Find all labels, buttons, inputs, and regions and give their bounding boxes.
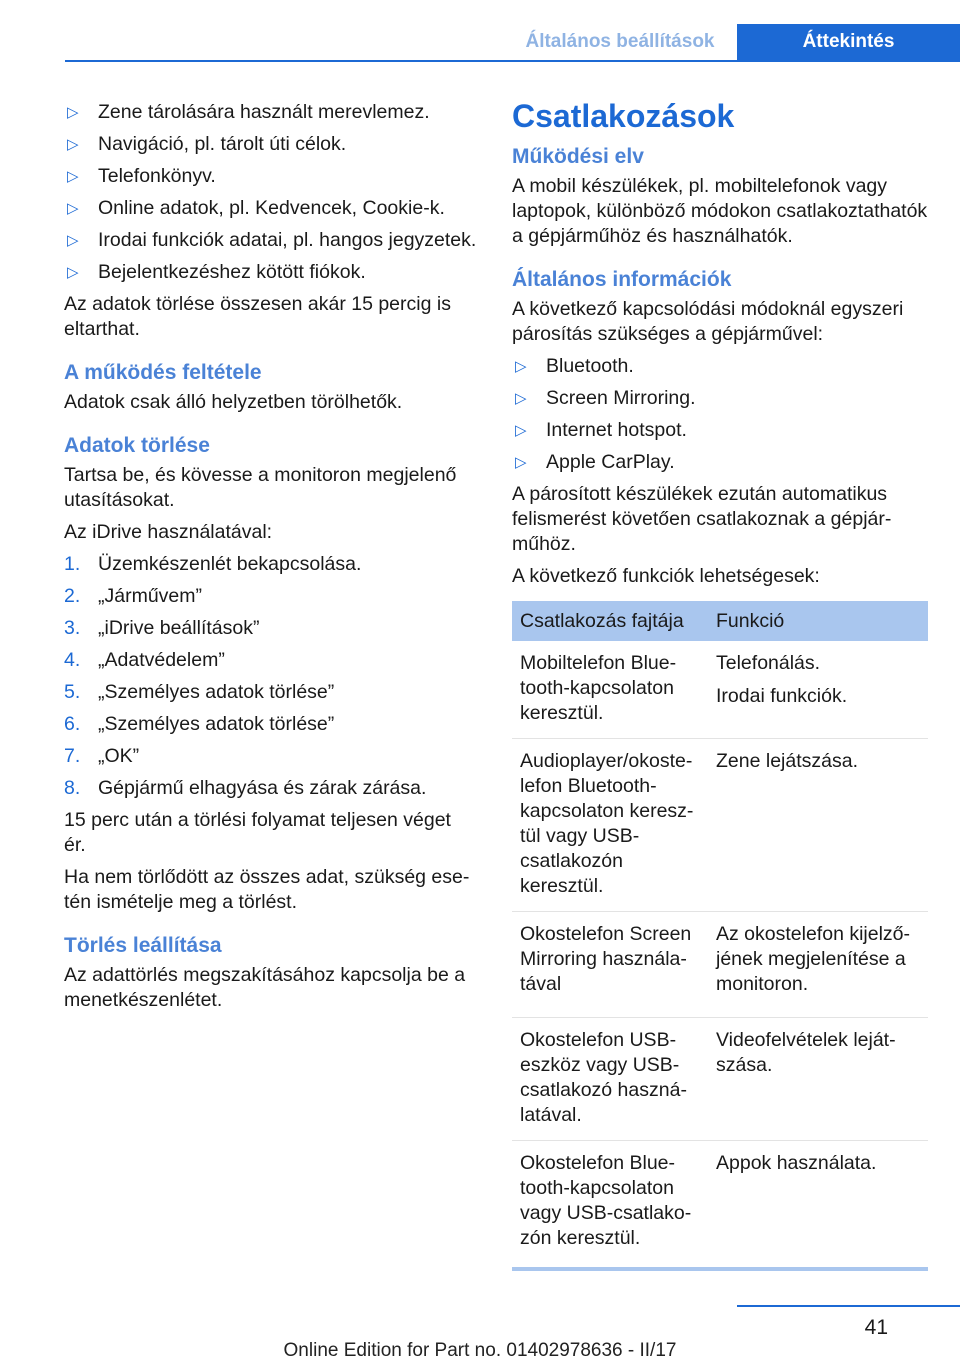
table-cell: Appok használata. — [708, 1141, 928, 1270]
page-number-rule — [737, 1305, 960, 1307]
table-cell: Telefonálás. Irodai funkciók. — [708, 641, 928, 739]
step-item: 8. Gépjármű elhagyása és zárak zárása. — [64, 777, 427, 799]
steps-list — [64, 552, 478, 801]
triangle-bullet-icon: ▷ — [67, 136, 79, 153]
page-title: Csatlakozások — [512, 98, 735, 134]
table-cell: Okostelefon Bluetooth-kapcsolaton vagy USB-csatlakozón keresztül. — [512, 1141, 708, 1270]
cancel-paragraph: Az adattörlés megszakításához kapcsolja be a menetkészenlétet. — [64, 964, 466, 1011]
condition-paragraph: Adatok csak álló helyzetben törölhetők. — [64, 391, 403, 413]
delete-paragraph: Tartsa be, és kövesse a monitoron megjelenő utasításokat. — [64, 464, 457, 511]
column-header: Csatlakozás fajtája — [512, 601, 708, 641]
connection-table — [512, 601, 928, 1271]
principle-heading: Működési elv — [512, 145, 644, 168]
bullet-list-data-types — [64, 100, 478, 285]
list-item: ▷ Internet hotspot. — [515, 419, 687, 441]
list-item: ▷ Online adatok, pl. Kedvencek, Cookie-k. — [67, 197, 445, 219]
idrive-paragraph: Az iDrive használatával: — [64, 521, 273, 543]
list-item: ▷ Zene tárolására használt merevlemez. — [67, 101, 430, 123]
table-row — [512, 641, 928, 739]
paired-paragraph: A párosított készülékek ezután automatikus felismerést követően csatlakoznak a gépjárműhöz. — [512, 483, 892, 555]
table-row — [512, 912, 928, 1018]
right-column — [512, 100, 928, 1271]
column-header: Funkció — [708, 601, 928, 641]
triangle-bullet-icon: ▷ — [67, 232, 79, 249]
table-cell: Mobiltelefon Bluetooth-kapcsolaton keresztül. — [512, 641, 708, 739]
triangle-bullet-icon: ▷ — [67, 200, 79, 217]
duration-paragraph: Az adatok törlése összesen akár 15 percig is eltarthat. — [64, 293, 451, 340]
bullet-list-pairing — [512, 354, 928, 475]
step-item: 4. „Adatvédelem” — [64, 649, 225, 671]
table-cell: Zene lejátszása. — [708, 739, 928, 912]
step-item: 1. Üzemkészenlét bekapcsolása. — [64, 553, 362, 575]
principle-paragraph: A mobil készülékek, pl. mobiltelefonok vagy laptopok, különböző módokon csatlakoztathatók a gépjárműhöz és használhatók. — [512, 175, 928, 247]
table-row — [512, 1141, 928, 1270]
left-column — [64, 100, 478, 1020]
header-rule — [65, 60, 960, 62]
table-cell: Okostelefon Screen Mirroring használatával — [512, 912, 708, 1018]
edition-footer: Online Edition for Part no. 01402978636 - II/17 — [283, 1340, 677, 1361]
triangle-bullet-icon: ▷ — [67, 168, 79, 185]
table-cell: Videofelvételek lejátszása. — [708, 1018, 928, 1141]
retry-paragraph: Ha nem törlődött az összes adat, szükség esetén ismételje meg a törlést. — [64, 866, 470, 913]
step-item: 5. „Személyes adatok törlése” — [64, 681, 335, 703]
table-cell: Okostelefon USB-eszköz vagy USB-csatlakozó használatával. — [512, 1018, 708, 1141]
step-item: 6. „Személyes adatok törlése” — [64, 713, 335, 735]
triangle-bullet-icon: ▷ — [515, 454, 527, 471]
list-item: ▷ Screen Mirroring. — [515, 387, 696, 409]
step-item: 7. „OK” — [64, 745, 140, 767]
list-item: ▷ Apple CarPlay. — [515, 451, 675, 473]
list-item: ▷ Bejelentkezéshez kötött fiókok. — [67, 261, 366, 283]
after-paragraph: 15 perc után a törlési folyamat teljesen véget ér. — [64, 809, 451, 856]
table-cell: Az okostelefon kijelzőjének megjelenítése a monitoron. — [708, 912, 928, 1018]
list-item: ▷ Irodai funkciók adatai, pl. hangos jegyzetek. — [67, 229, 477, 251]
list-item: ▷ Bluetooth. — [515, 355, 634, 377]
triangle-bullet-icon: ▷ — [67, 264, 79, 281]
functions-paragraph: A következő funkciók lehetségesek: — [512, 565, 820, 587]
general-paragraph: A következő kapcsolódási módoknál egyszeri párosítás szükséges a gépjárművel: — [512, 298, 904, 345]
step-item: 2. „Járművem” — [64, 585, 203, 607]
table-cell: Audioplayer/okostelefon Bluetooth-kapcsolaton keresztül vagy USB-csatlakozón keresztül. — [512, 739, 708, 912]
cancel-heading: Törlés leállítása — [64, 934, 222, 957]
triangle-bullet-icon: ▷ — [515, 422, 527, 439]
table-row — [512, 1018, 928, 1141]
triangle-bullet-icon: ▷ — [515, 390, 527, 407]
step-item: 3. „iDrive beállítások” — [64, 617, 260, 639]
triangle-bullet-icon: ▷ — [67, 104, 79, 121]
condition-heading: A működés feltétele — [64, 361, 262, 384]
list-item: ▷ Navigáció, pl. tárolt úti célok. — [67, 133, 347, 155]
section-title: Általános beállítások — [525, 31, 715, 52]
page-number: 41 — [864, 1316, 888, 1339]
general-heading: Általános információk — [512, 268, 732, 291]
table-header-row — [512, 601, 928, 641]
triangle-bullet-icon: ▷ — [515, 358, 527, 375]
list-item: ▷ Telefonkönyv. — [67, 165, 216, 187]
table-row — [512, 739, 928, 912]
active-tab: Áttekintés — [737, 24, 960, 60]
delete-heading: Adatok törlése — [64, 434, 210, 457]
